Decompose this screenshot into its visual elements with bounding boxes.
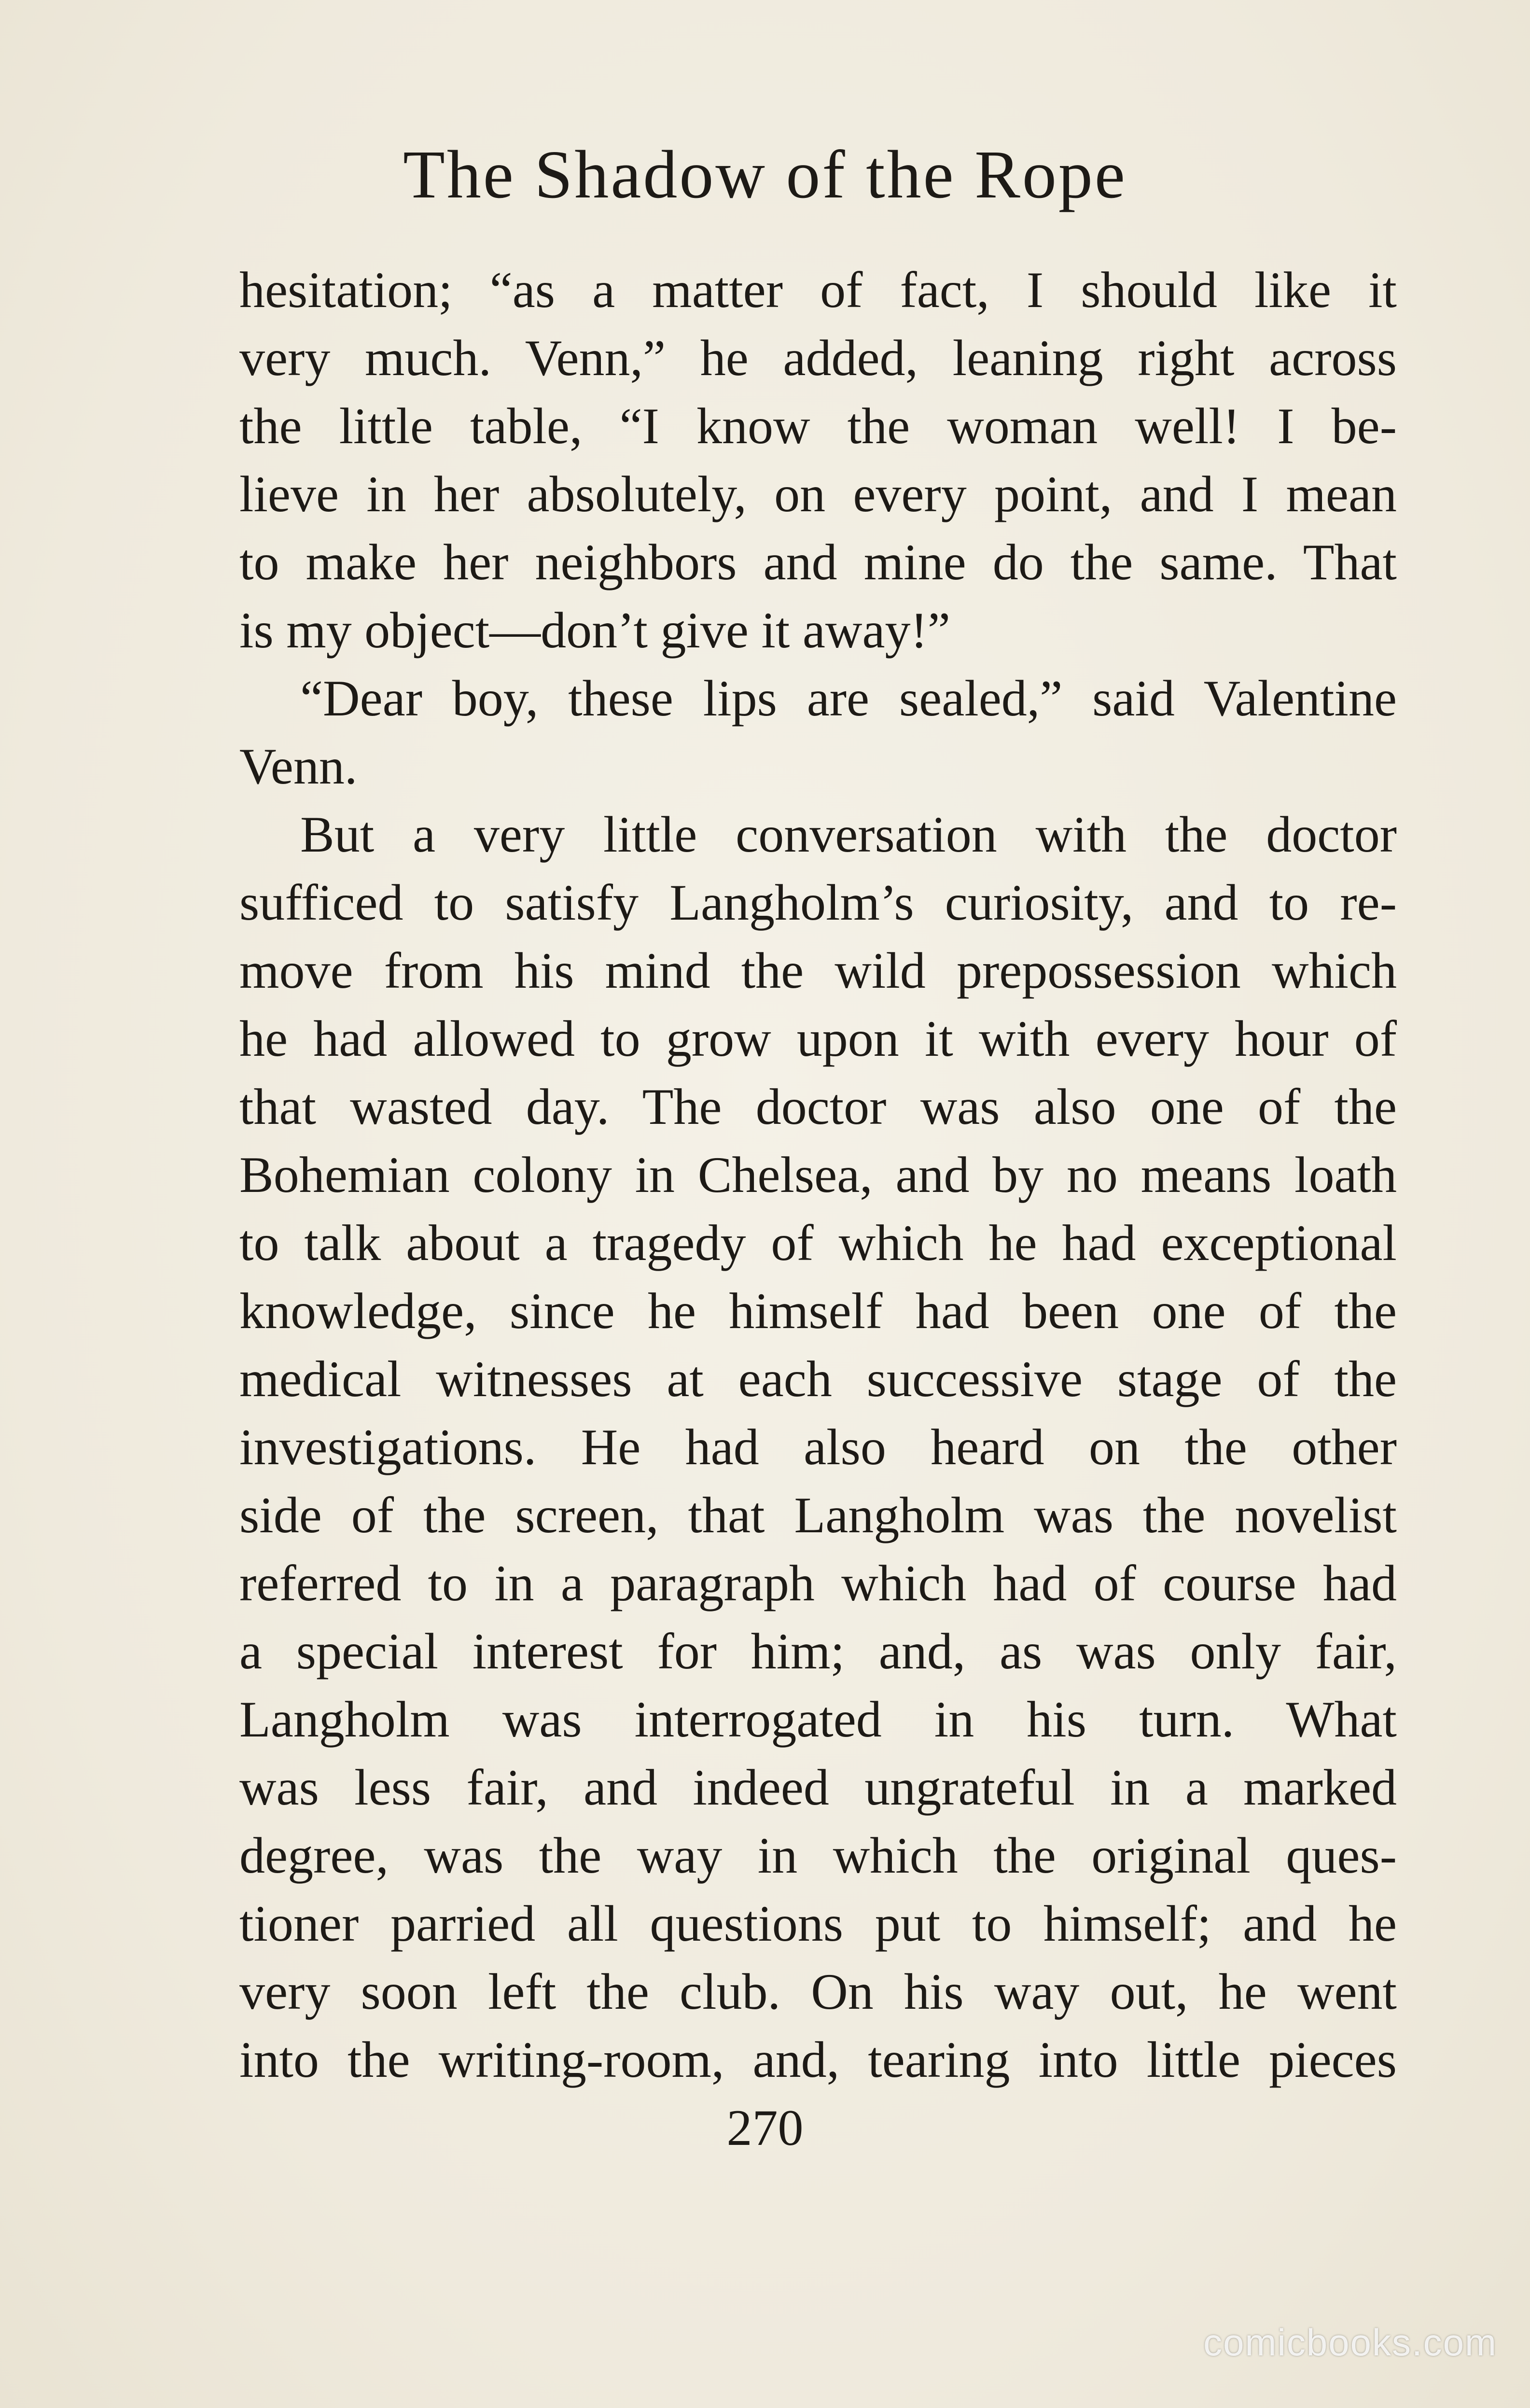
text-line: very much. Venn,” he added, leaning right across	[239, 330, 1397, 386]
text-line: the little table, “I know the woman well! I be-	[239, 398, 1397, 454]
body-text	[239, 256, 1397, 2094]
text-line: tioner parried all questions put to himself; and he	[239, 1895, 1397, 1952]
text-line: referred to in a paragraph which had of course had	[239, 1555, 1397, 1611]
text-line: is my object—don’t give it away!”	[239, 602, 950, 658]
text-line: sufficed to satisfy Langholm’s curiosity, and to re-	[239, 874, 1397, 931]
text-line: investigations. He had also heard on the other	[239, 1419, 1397, 1475]
watermark: comicbooks.com	[1203, 2321, 1497, 2364]
text-line: Venn.	[239, 738, 358, 795]
text-line: to make her neighbors and mine do the same. That	[239, 534, 1397, 590]
text-line: But a very little conversation with the doctor	[300, 806, 1397, 863]
text-line: side of the screen, that Langholm was the novelist	[239, 1487, 1397, 1543]
text-line: was less fair, and indeed ungrateful in a marked	[239, 1759, 1397, 1816]
page-number: 270	[726, 2100, 804, 2156]
text-line: very soon left the club. On his way out, he went	[239, 1963, 1397, 2020]
text-line: that wasted day. The doctor was also one of the	[239, 1078, 1397, 1135]
text-line: hesitation; “as a matter of fact, I should like it	[239, 262, 1397, 318]
text-line: medical witnesses at each successive stage of the	[239, 1351, 1397, 1407]
running-head: The Shadow of the Rope	[403, 136, 1127, 212]
text-line: lieve in her absolutely, on every point, and I mean	[239, 466, 1397, 522]
text-line: Bohemian colony in Chelsea, and by no means loath	[239, 1147, 1397, 1203]
text-line: “Dear boy, these lips are sealed,” said Valentine	[300, 670, 1397, 727]
text-line: knowledge, since he himself had been one of the	[239, 1283, 1397, 1339]
text-line: into the writing-room, and, tearing into little pieces	[239, 2031, 1397, 2088]
text-line: a special interest for him; and, as was only fair,	[239, 1623, 1397, 1680]
text-line: Langholm was interrogated in his turn. What	[239, 1691, 1397, 1748]
text-line: to talk about a tragedy of which he had exceptional	[239, 1215, 1397, 1271]
text-line: degree, was the way in which the original ques-	[239, 1827, 1397, 1884]
text-line: he had allowed to grow upon it with every hour of	[239, 1010, 1397, 1067]
text-line: move from his mind the wild prepossession which	[239, 942, 1397, 999]
